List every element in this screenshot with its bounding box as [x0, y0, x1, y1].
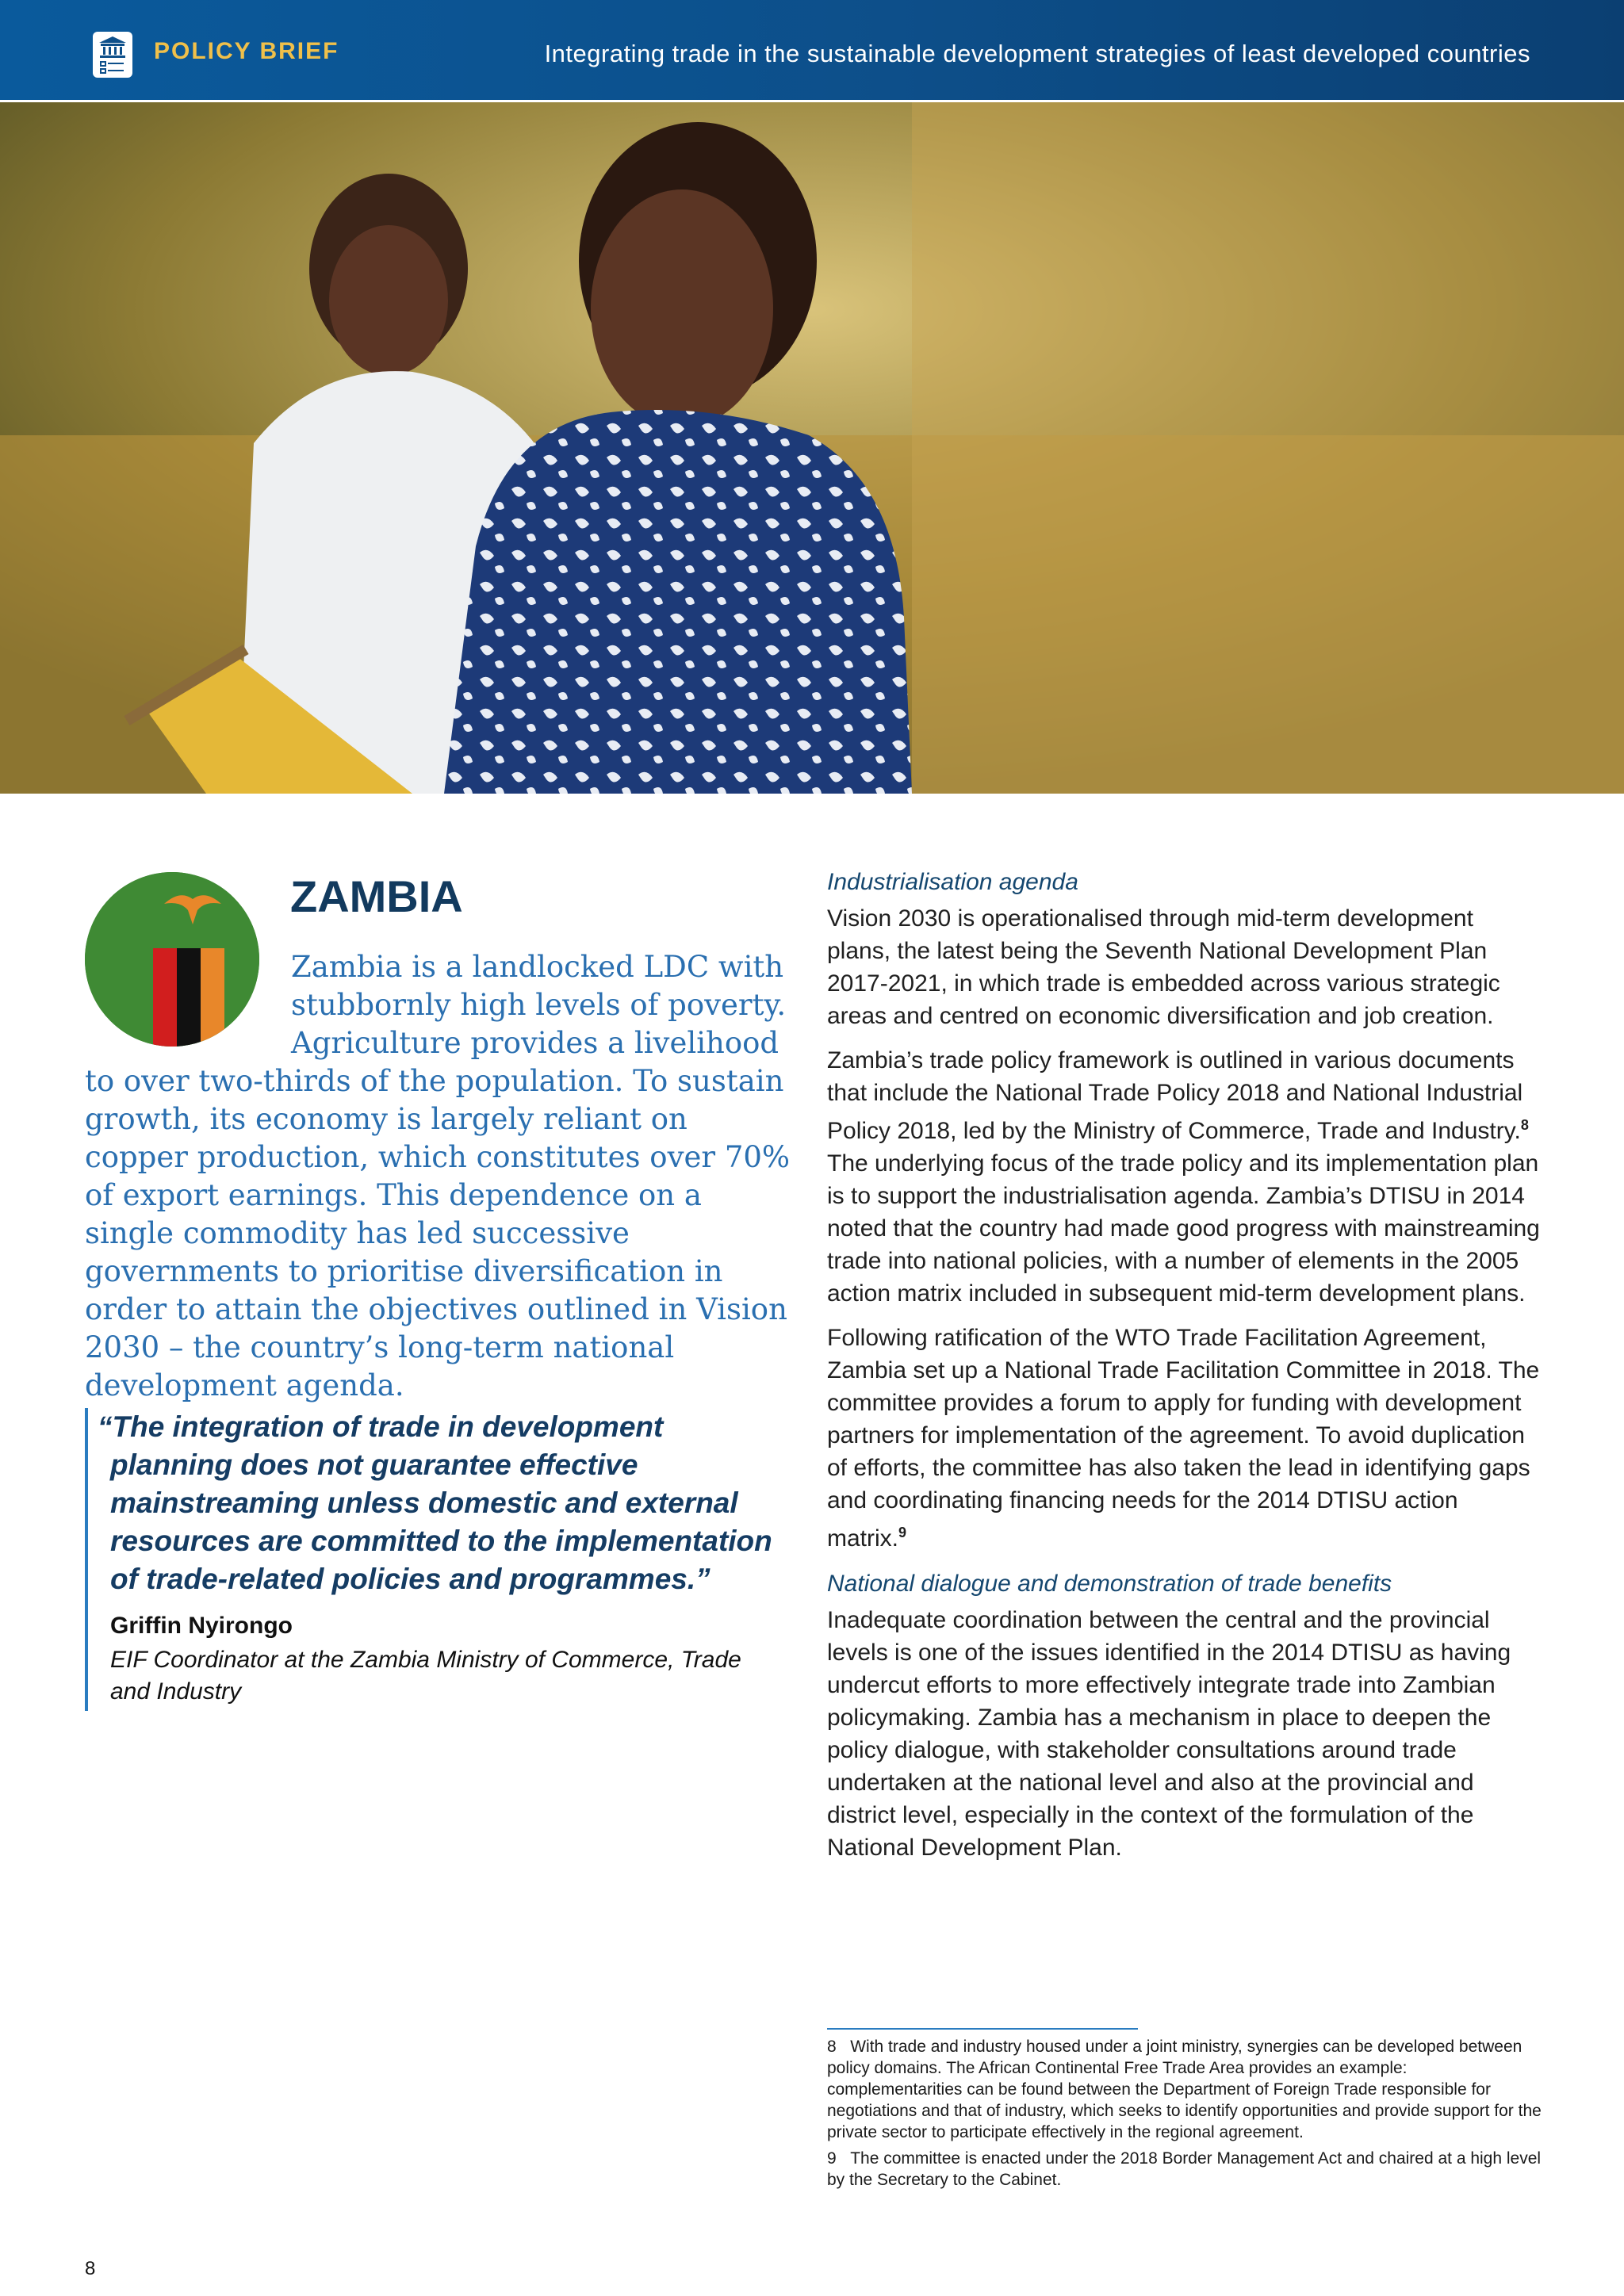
page-number: 8: [85, 2258, 96, 2279]
footnote-number: 9: [827, 2149, 837, 2168]
footnote-number: 8: [827, 2038, 837, 2056]
quote-role: EIF Coordinator at the Zambia Ministry of Commerce, Trade and Industry: [110, 1647, 741, 1705]
footnote-8: [827, 2036, 1545, 2143]
photo-beekeepers: [0, 102, 1624, 794]
institution-document-icon: [93, 32, 132, 78]
footnote-divider: [827, 2028, 1138, 2030]
footnote-ref[interactable]: 8: [1520, 1117, 1529, 1133]
footnote-text: The committee is enacted under the 2018 Border Management Act and chaired at a high level by the Secretary to the Cabinet.: [827, 2149, 1542, 2189]
paragraph-text: Following ratification of the WTO Trade Facilitation Agreement, Zambia set up a National Trade Facilitation Committee in 2018. The committee provides a forum to apply for funding with development partners for implementation of the agreement. To avoid duplication of efforts, the committee has also taken the lead in identifying gaps and coordinating financing needs for the 2014 DTISU action matrix.: [827, 1325, 1540, 1552]
header-brand: POLICY BRIEF: [154, 38, 339, 64]
paragraph-text: Zambia’s trade policy framework is outlined in various documents that include the National Trade Policy 2018 and National Industrial Policy 2018, led by the Ministry of Commerce, Trade and Industry.: [827, 1047, 1523, 1144]
footnote-9: [827, 2148, 1545, 2191]
pull-quote: [85, 1408, 786, 1711]
paragraph: Vision 2030 is operationalised through mid-term development plans, the latest being the Seventh National Development Plan 2017-2021, in which trade is embedded across various strategic areas and centred on economic diversification and job creation.: [827, 905, 1500, 1029]
footnotes: [827, 2036, 1545, 2195]
section-heading-national-dialogue: National dialogue and demonstration of trade benefits: [827, 1571, 1392, 1597]
footnote-text: With trade and industry housed under a joint ministry, synergies can be developed between policy domains. The African Continental Free Trade Area provides an example: complementarities can be found between the Department of Foreign Trade responsible for negotiations and that of industry, which seeks to identify opportunities and provide support for the private sector to participate effectively in the regional agreement.: [827, 2038, 1542, 2141]
paragraph-text: The underlying focus of the trade policy and its implementation plan is to support the industrialisation agenda. Zambia’s DTISU in 2014 noted that the country had made good progress with mainstreaming trade into national policies, with a number of elements in the 2005 action matrix included in subsequent mid-term development plans.: [827, 1150, 1540, 1307]
right-column: [827, 869, 1541, 1876]
paragraph: [827, 1044, 1541, 1310]
paragraph: Inadequate coordination between the central and the provincial levels is one of the issues identified in the 2014 DTISU as having undercut efforts to more effectively integrate trade into Zambian policymaking. Zambia has a mechanism in place to deepen the policy dialogue, with stakeholder consultations around trade undertaken at the national level and also at the provincial and district level, especially in the context of the formulation of the National Development Plan.: [827, 1607, 1511, 1861]
footnote-ref[interactable]: 9: [898, 1525, 907, 1540]
paragraph: [827, 1322, 1541, 1555]
quote-text: “The integration of trade in development planning does not guarantee effective mainstreaming unless domestic and external resources are committed to the implementation of trade-related policies and programmes.”: [98, 1410, 772, 1595]
section-heading-industrialisation: Industrialisation agenda: [827, 869, 1078, 895]
flag-wrap-spacer: [85, 948, 291, 1059]
country-intro: [85, 948, 799, 1405]
header-band: [0, 0, 1624, 100]
country-title: ZAMBIA: [290, 871, 463, 921]
quote-author: Griffin Nyirongo: [110, 1613, 293, 1639]
header-title: Integrating trade in the sustainable development strategies of least developed countries: [544, 40, 1530, 67]
country-intro-text: Zambia is a landlocked LDC with stubbornly high levels of poverty. Agriculture provides a livelihood to over two-thirds of the population. To sustain growth, its economy is largely reliant on copper production, which constitutes over 70% of export earnings. This dependence on a single commodity has led successive governments to prioritise diversification in order to attain the objectives outlined in Vision 2030 – the country’s long-term national development agenda.: [85, 950, 791, 1402]
